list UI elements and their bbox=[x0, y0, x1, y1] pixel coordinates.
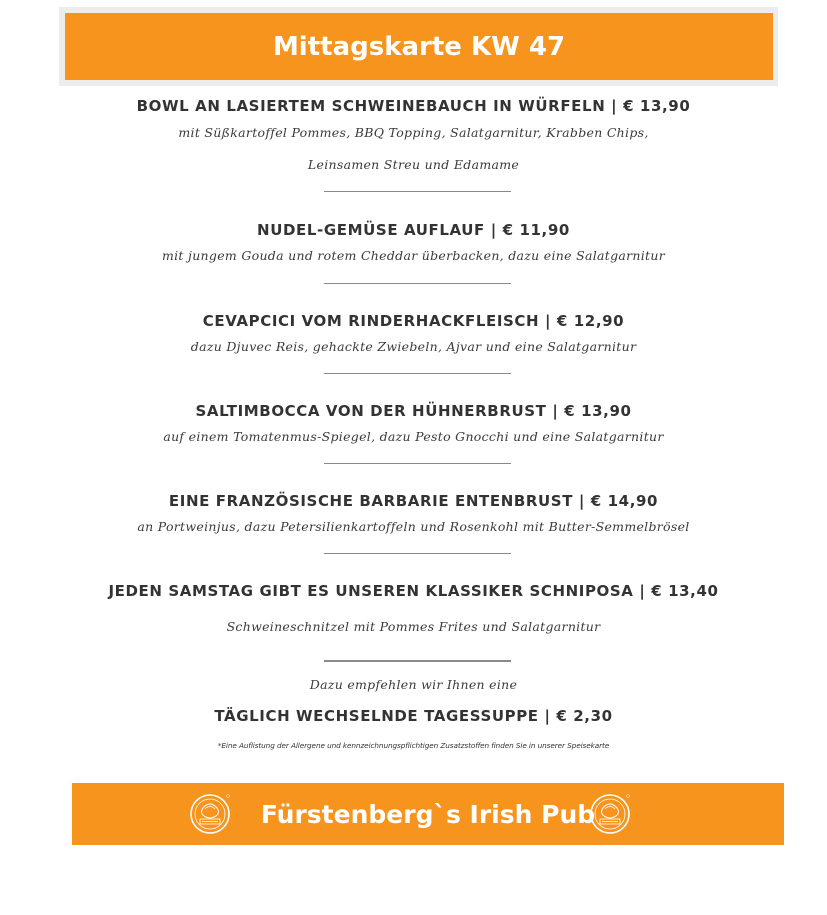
divider bbox=[324, 553, 511, 554]
dish-description: an Portweinjus, dazu Petersilienkartoffeln und Rosenkohl mit Butter-Semmelbrösel bbox=[137, 519, 690, 534]
footer-banner bbox=[72, 783, 784, 845]
dish-title: BOWL AN LASIERTEM SCHWEINEBAUCH IN WÜRFELN | € 13,90 bbox=[136, 97, 691, 115]
dish-title: JEDEN SAMSTAG GIBT ES UNSEREN KLASSIKER SCHNIPOSA | € 13,40 bbox=[108, 582, 719, 600]
dish-description: mit Süßkartoffel Pommes, BBQ Topping, Salatgarnitur, Krabben Chips, bbox=[178, 125, 649, 140]
soup-title: TÄGLICH WECHSELNDE TAGESSUPPE | € 2,30 bbox=[214, 707, 613, 725]
footer-text-wrap bbox=[72, 783, 784, 845]
soup-intro: Dazu empfehlen wir Ihnen eine bbox=[309, 677, 518, 692]
dish-description: dazu Djuvec Reis, gehackte Zwiebeln, Ajvar und eine Salatgarnitur bbox=[190, 339, 637, 354]
dish-description: Schweineschnitzel mit Pommes Frites und Salatgarnitur bbox=[226, 619, 601, 634]
dish-description: mit jungem Gouda und rotem Cheddar überbacken, dazu eine Salatgarnitur bbox=[161, 248, 666, 263]
divider bbox=[324, 463, 511, 464]
allergen-note: *Eine Auflistung der Allergene und kennzeichnungspflichtigen Zusatzstoffen finden Sie in unserer Speisekarte bbox=[217, 741, 610, 750]
divider bbox=[324, 373, 511, 374]
pub-name: Fürstenberg`s Irish Pub bbox=[260, 799, 596, 829]
page-title: Mittagskarte KW 47 bbox=[272, 31, 566, 62]
pub-logo-icon bbox=[588, 792, 632, 836]
divider bbox=[324, 283, 511, 284]
dish-title: SALTIMBOCCA VON DER HÜHNERBRUST | € 13,90 bbox=[195, 402, 632, 420]
dish-description: Leinsamen Streu und Edamame bbox=[307, 157, 520, 172]
dish-title: NUDEL-GEMÜSE AUFLAUF | € 11,90 bbox=[257, 221, 570, 239]
divider bbox=[324, 191, 511, 192]
dish-title: EINE FRANZÖSISCHE BARBARIE ENTENBRUST | € 14,90 bbox=[168, 492, 659, 510]
dish-description: auf einem Tomatenmus-Spiegel, dazu Pesto Gnocchi und eine Salatgarnitur bbox=[163, 429, 664, 444]
divider bbox=[324, 660, 511, 662]
dish-title: CEVAPCICI VOM RINDERHACKFLEISCH | € 12,90 bbox=[202, 312, 625, 330]
